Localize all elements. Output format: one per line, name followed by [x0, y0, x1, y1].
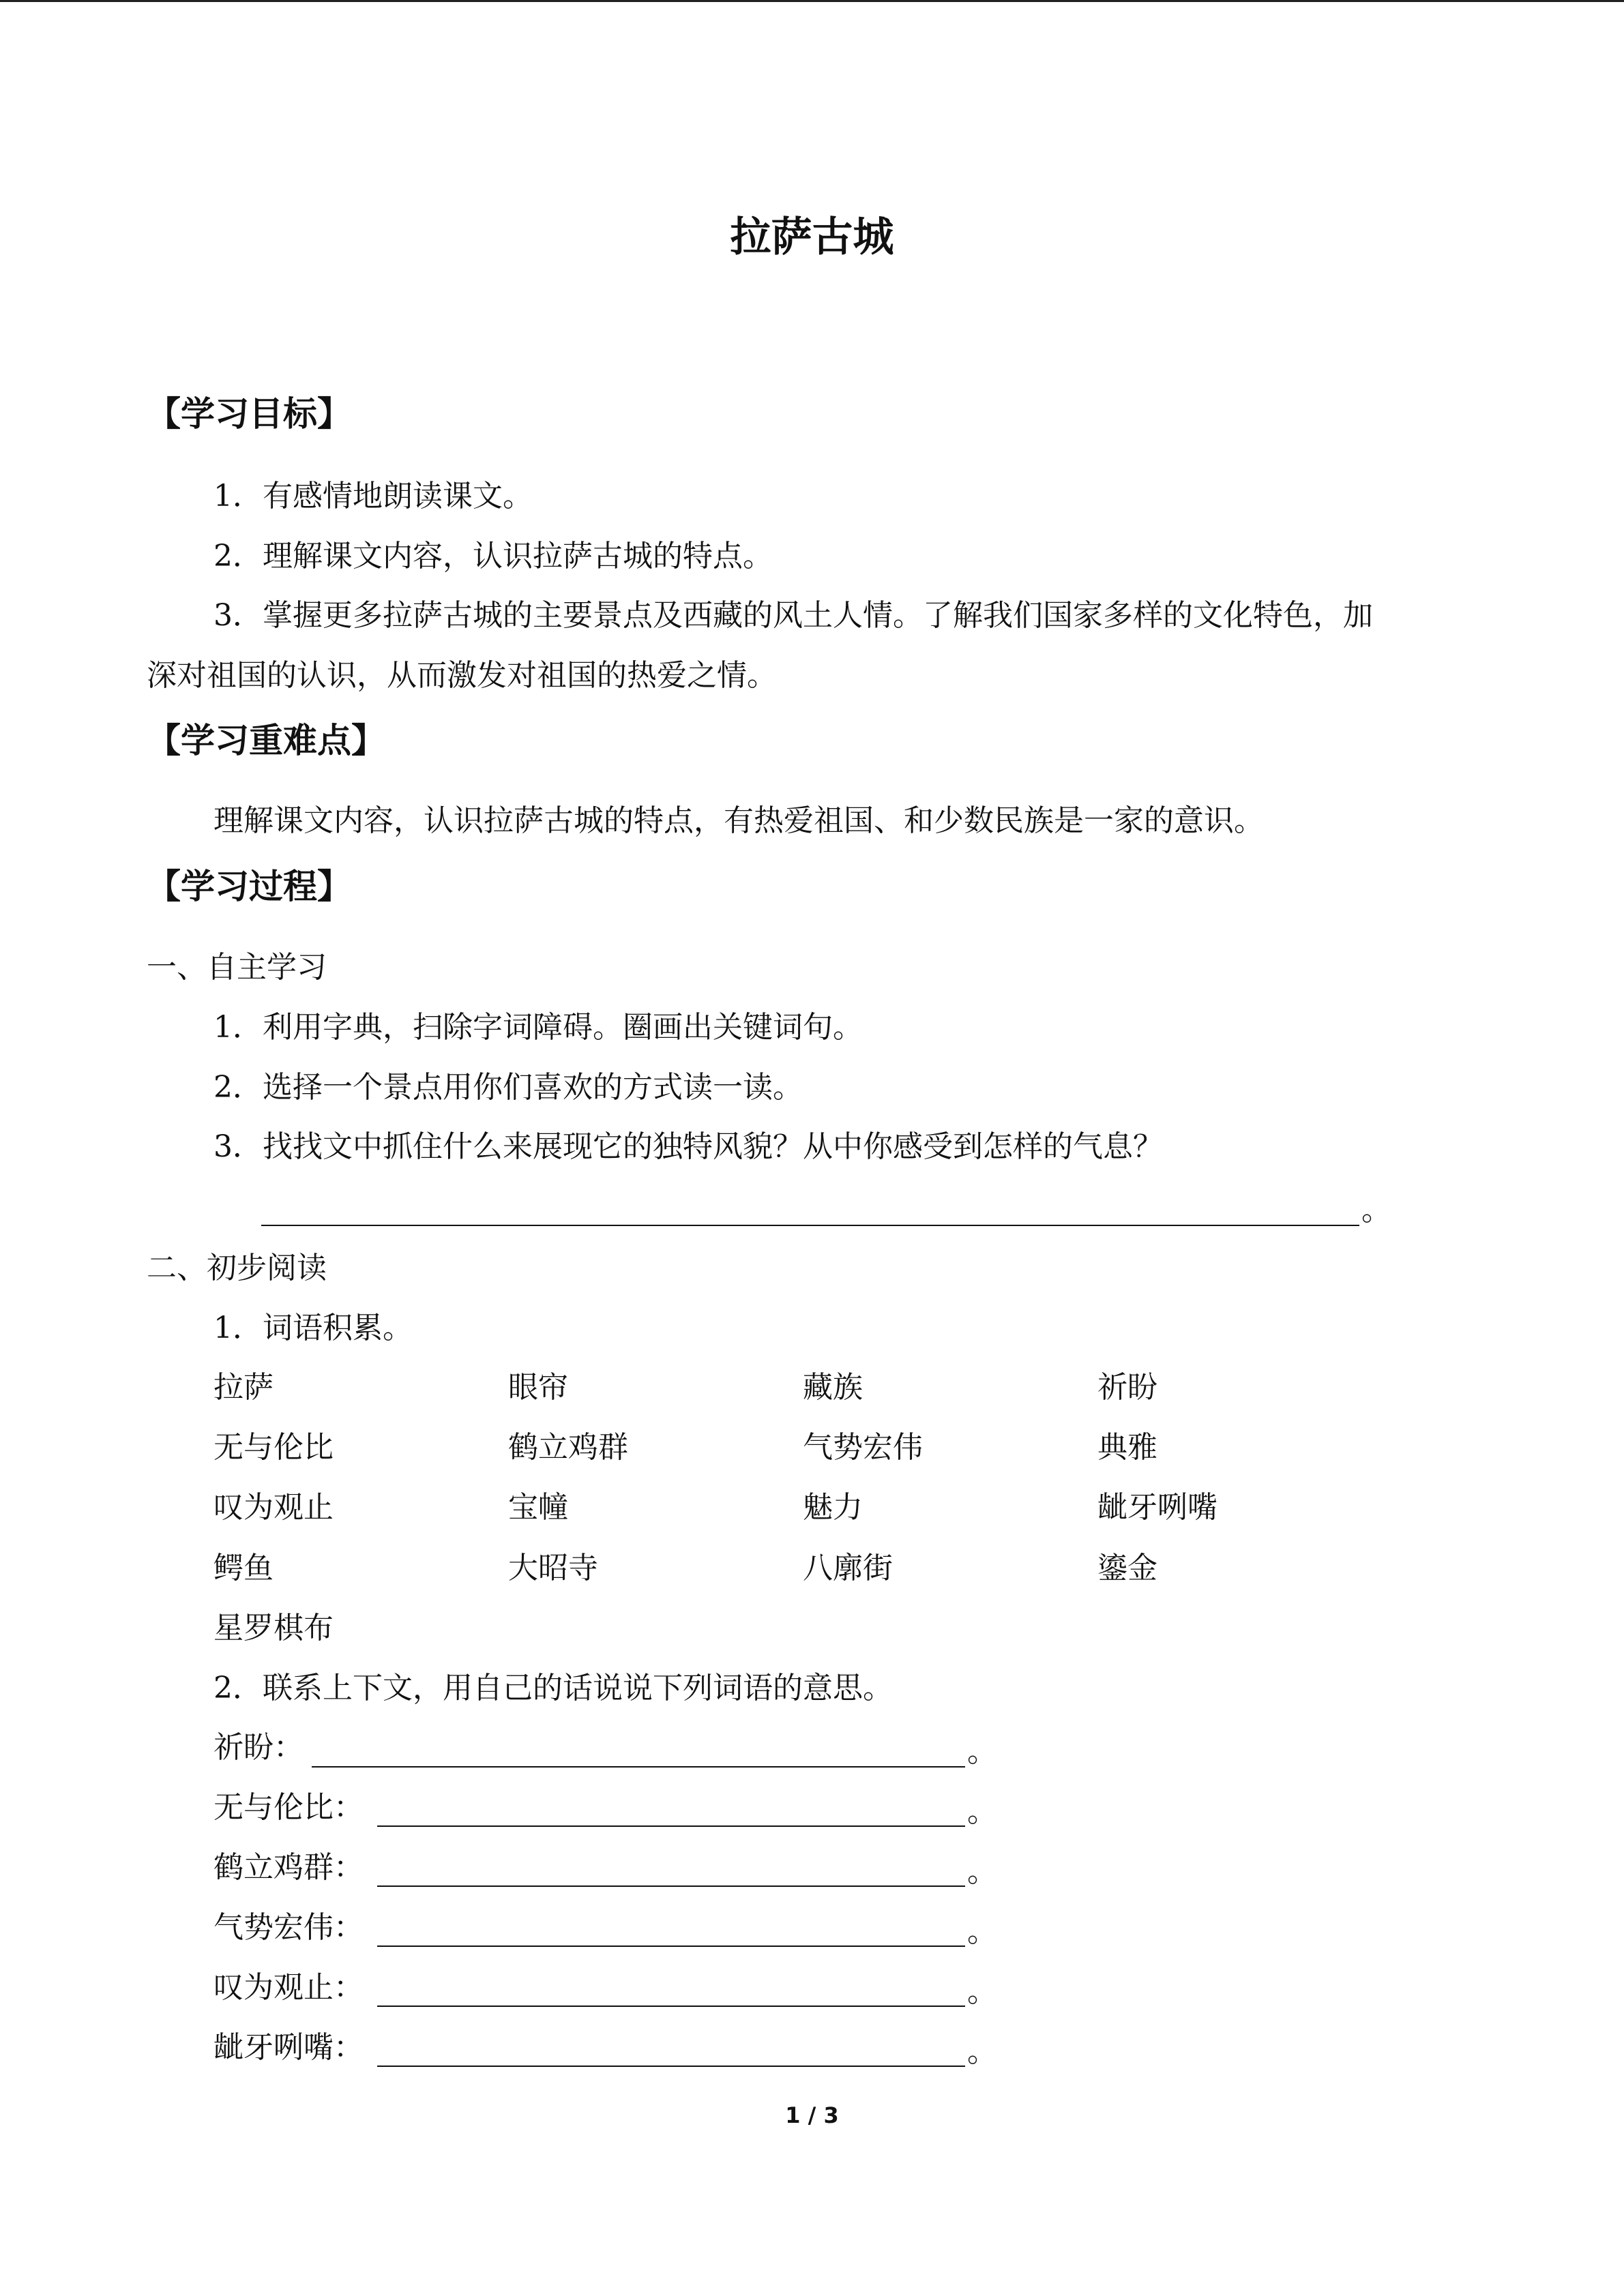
- part1-item-2: 2．选择一个景点用你们喜欢的方式读一读。: [213, 1070, 803, 1105]
- meaning-period: 。: [967, 1854, 997, 1889]
- vocab-word: 鹤立鸡群: [508, 1430, 628, 1465]
- vocab-title: 1．词语积累。: [213, 1311, 413, 1345]
- meaning-label: 无与伦比：: [213, 1790, 364, 1825]
- meaning-period: 。: [967, 1794, 997, 1829]
- vocab-word: 无与伦比: [213, 1430, 334, 1465]
- meaning-period: 。: [967, 1734, 997, 1769]
- goal-item-3: 3．掌握更多拉萨古城的主要景点及西藏的风土人情。了解我们国家多样的文化特色，加: [213, 598, 1373, 633]
- heading-key-points: 【学习重难点】: [147, 721, 385, 760]
- vocab-word: 星罗棋布: [213, 1611, 334, 1645]
- page-number: 1 / 3: [785, 2102, 839, 2128]
- answer-period: 。: [1361, 1193, 1391, 1227]
- key-points-text: 理解课文内容，认识拉萨古城的特点，有热爱祖国、和少数民族是一家的意识。: [213, 803, 1264, 838]
- meaning-blank-line[interactable]: [312, 1766, 965, 1768]
- meaning-label: 鹤立鸡群：: [213, 1850, 364, 1885]
- meaning-label: 气势宏伟：: [213, 1910, 364, 1945]
- goal-item-2: 2．理解课文内容，认识拉萨古城的特点。: [213, 539, 773, 573]
- document-title: 拉萨古城: [730, 213, 894, 261]
- part1-title: 一、自主学习: [147, 950, 327, 985]
- vocab-word: 八廓街: [803, 1551, 893, 1585]
- answer-blank-line[interactable]: [261, 1225, 1359, 1226]
- meaning-blank-line[interactable]: [377, 1885, 965, 1887]
- vocab-word: 龇牙咧嘴: [1097, 1490, 1217, 1525]
- meaning-period: 。: [967, 1974, 997, 2009]
- part1-item-3: 3．找找文中抓住什么来展现它的独特风貌？从中你感受到怎样的气息？: [213, 1129, 1163, 1164]
- meaning-title: 2．联系上下文，用自己的话说说下列词语的意思。: [213, 1671, 893, 1705]
- heading-learning-process: 【学习过程】: [147, 867, 351, 906]
- meaning-period: 。: [967, 1914, 997, 1949]
- meaning-label: 叹为观止：: [213, 1970, 364, 2005]
- meaning-blank-line[interactable]: [377, 1945, 965, 1947]
- vocab-word: 眼帘: [508, 1370, 568, 1405]
- vocab-word: 叹为观止: [213, 1490, 334, 1525]
- goal-item-1: 1．有感情地朗读课文。: [213, 479, 533, 513]
- vocab-word: 鎏金: [1097, 1551, 1157, 1585]
- vocab-word: 祈盼: [1097, 1370, 1157, 1405]
- vocab-word: 气势宏伟: [803, 1430, 923, 1465]
- vocab-word: 大昭寺: [508, 1551, 598, 1585]
- meaning-period: 。: [967, 2034, 997, 2069]
- page-top-border: [0, 0, 1624, 2]
- vocab-word: 藏族: [803, 1370, 863, 1405]
- vocab-word: 拉萨: [213, 1370, 274, 1405]
- vocab-word: 宝幢: [508, 1490, 568, 1525]
- meaning-blank-line[interactable]: [377, 1825, 965, 1827]
- meaning-blank-line[interactable]: [377, 2006, 965, 2007]
- vocab-word: 魅力: [803, 1490, 863, 1525]
- heading-learning-goals: 【学习目标】: [147, 394, 351, 434]
- vocab-word: 鳄鱼: [213, 1551, 274, 1585]
- meaning-label: 祈盼：: [213, 1730, 304, 1765]
- goal-item-3-continued: 深对祖国的认识，从而激发对祖国的热爱之情。: [147, 658, 777, 693]
- vocab-word: 典雅: [1097, 1430, 1157, 1465]
- part2-title: 二、初步阅读: [147, 1251, 327, 1285]
- meaning-label: 龇牙咧嘴：: [213, 2030, 364, 2065]
- meaning-blank-line[interactable]: [377, 2066, 965, 2067]
- part1-item-1: 1．利用字典，扫除字词障碍。圈画出关键词句。: [213, 1010, 863, 1045]
